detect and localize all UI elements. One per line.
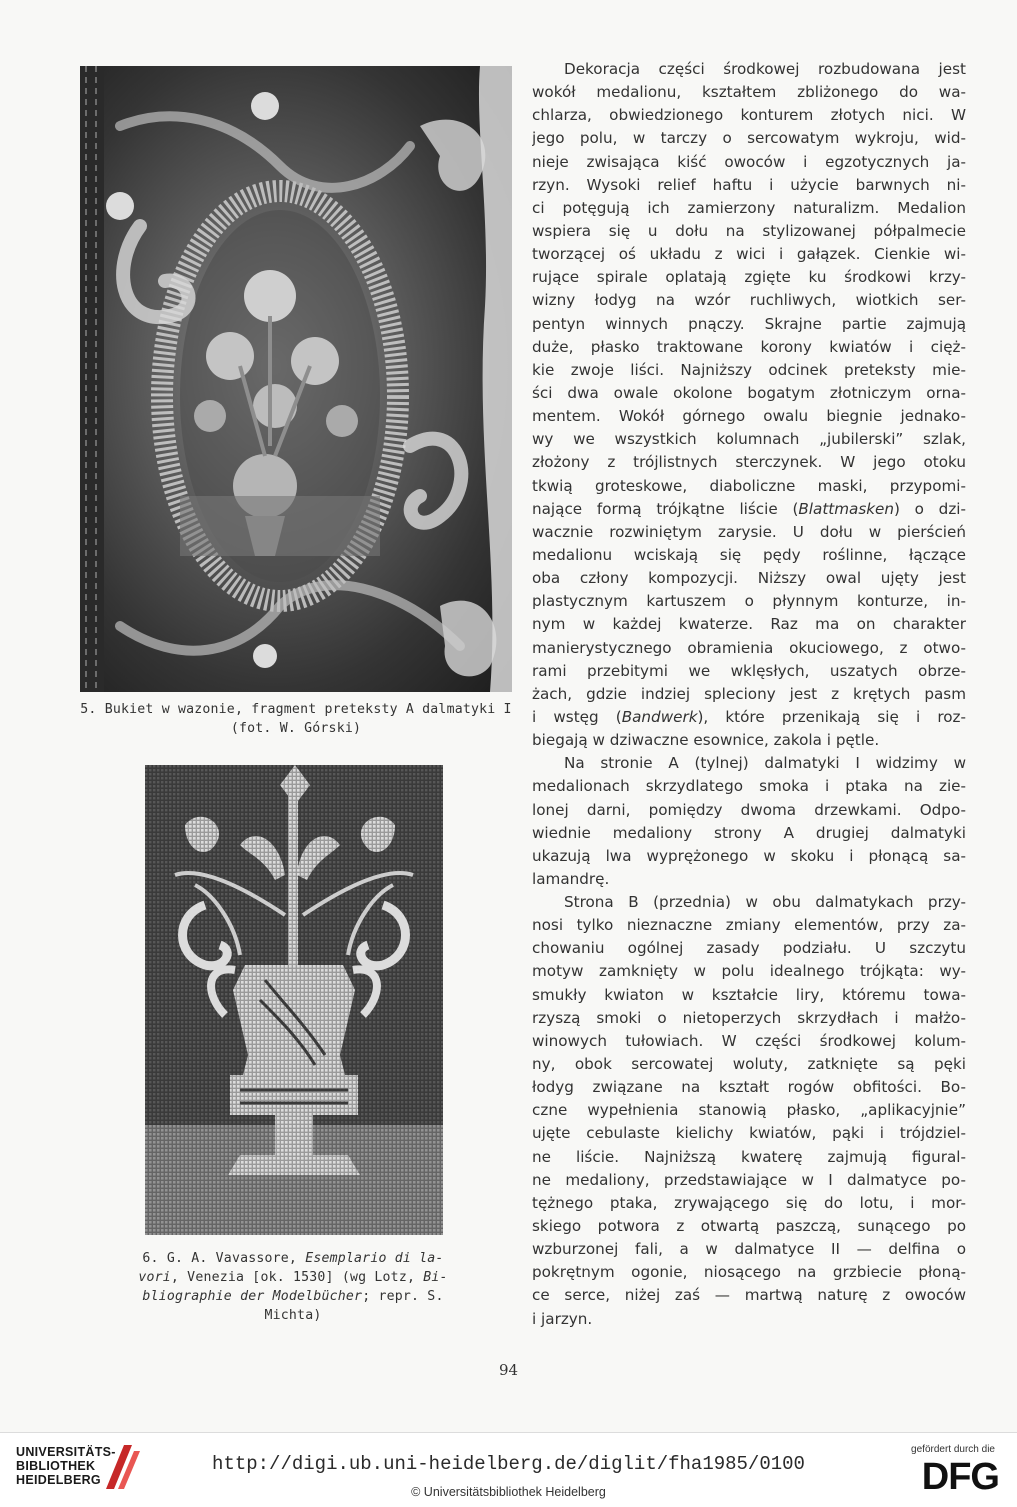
body-text-line: pokrętnym ogonie, niosącego na grzbiecie płoną- <box>532 1263 966 1282</box>
body-text-line: ujęte cebulaste kielichy kwiatów, pąki i trójdziel- <box>532 1124 966 1143</box>
body-text-line: nające formą trójkątne liście (Blattmasken) o dzi- <box>532 499 966 518</box>
figure-6-caption-line4: Michta) <box>264 1308 322 1323</box>
body-text-line: tężnego ptaka, zrywającego się do lotu, i mor- <box>532 1193 966 1212</box>
body-text-line: wspiera się u dołu na stylizowanej półpalmecie <box>532 221 966 240</box>
copyright-notice: © Universitätsbibliothek Heidelberg <box>411 1485 606 1499</box>
body-text-line: manierystycznego obramienia okuciowego, z otwo- <box>532 638 966 657</box>
body-text-line: kie zwoje liści. Najniższy odcinek preteksty mie- <box>532 360 966 379</box>
funder-note: gefördert durch die <box>911 1444 995 1455</box>
body-text-line: duże, płasko traktowane korony kwiatów i cięż- <box>532 337 966 356</box>
body-text-line: smukły kwiaton w kształcie liry, któremu towa- <box>532 985 966 1004</box>
body-text-line: nosi tylko nieznaczne zmiany elementów, przy za- <box>532 916 966 935</box>
body-text-line: medalionach skrzydlatego smoka i ptaka na zie- <box>532 777 966 796</box>
body-text-line: nieje zwisająca kiść owoców i egzotycznych ja- <box>532 152 966 171</box>
figure-5-caption <box>66 700 526 738</box>
library-name-line3: HEIDELBERG <box>16 1473 101 1487</box>
page-number: 94 <box>498 1361 519 1379</box>
body-text-line: tworzącej oś układu z wici i gałązek. Cienkie wi- <box>532 245 966 264</box>
body-text-line: i wstęg (Bandwerk), które przenikają się i roz- <box>532 707 966 726</box>
body-text-line: ci potęgują ich zamierzony naturalizm. Medalion <box>532 198 966 217</box>
library-name-line1: UNIVERSITÄTS- <box>16 1445 116 1459</box>
body-text-line: rzyszą smoki o nietoperzych skrzydłach i małżo- <box>532 1008 966 1027</box>
body-text-line: pentyn winnych pnączy. Skrajne partie zajmują <box>532 314 966 333</box>
library-name-line2: BIBLIOTHEK <box>16 1459 96 1473</box>
figure-5-embroidery-photo <box>80 66 512 692</box>
figure-6-caption-line3: bliographie der Modelbücher; repr. S. <box>142 1289 444 1304</box>
body-text-line: ny, obok sercowatej woluty, zatknięte są pęki <box>532 1055 966 1074</box>
body-text-line: wzburzonej fali, a w dalmatyce II — delfina o <box>532 1240 966 1259</box>
dfg-logo: DFG <box>921 1456 999 1498</box>
body-text-line: lamandrę. <box>532 869 610 888</box>
body-text-line: złożony z trójlistnych sterczynek. W jego otoku <box>532 453 966 472</box>
body-text-line: tkwią groteskowe, diaboliczne maski, przypomi- <box>532 476 966 495</box>
body-text-column <box>532 58 966 1331</box>
embroidery-illustration <box>80 66 512 692</box>
figure-6-caption-line1: 6. G. A. Vavassore, Esemplario di la- <box>142 1251 444 1266</box>
body-text-line: biegają w dziwaczne esownice, zakola i pętle. <box>532 731 880 750</box>
body-text-line: chowaniu ogólnej zasady podziału. U szczytu <box>532 939 966 958</box>
body-text-line: ne medaliony, przedstawiające w I dalmatyce po- <box>532 1170 966 1189</box>
body-text-line: medalionu wciskają się pędy roślinne, łączące <box>532 545 966 564</box>
vase-pattern-illustration <box>145 765 443 1235</box>
body-text-line: ce serce, niżej zaś — martwą naturę z owoców <box>532 1286 966 1305</box>
body-text-line: skiego potwora z otwartą paszczą, sunącego po <box>532 1217 966 1236</box>
body-text-line: plastycznym kartuszem o płynnym konturze, in- <box>532 592 966 611</box>
figure-6-pattern-woodcut <box>145 765 443 1235</box>
figure-5-caption-line1: 5. Bukiet w wazonie, fragment preteksty A dalmatyki I <box>80 702 512 717</box>
body-text-line: motyw zamknięty w polu idealnego trójkąta: wy- <box>532 962 966 981</box>
body-text-line: nym w każdej kwaterze. Raz ma on charakter <box>532 615 966 634</box>
body-text-line: ukazują lwa wyprężonego w skoku i płonącą sa- <box>532 846 966 865</box>
body-text-line: ści dwa owale okolone bogatym złotniczym orna- <box>532 383 966 402</box>
body-text-line: i jarzyn. <box>532 1309 593 1328</box>
footer-bar <box>0 1432 1017 1507</box>
body-text-line: rzyn. Wysoki relief haftu i użycie barwnych ni- <box>532 175 966 194</box>
body-text-line: lonej darni, pomiędzy dwoma drzewkami. Odpo- <box>532 800 966 819</box>
body-text-line: Dekoracja części środkowej rozbudowana jest <box>564 60 966 78</box>
body-text-line: wiednie medaliony strony A drugiej dalmatyki <box>532 823 966 842</box>
body-text-line: wy we wszystkich kolumnach „jubilerski” szlak, <box>532 430 966 449</box>
body-text-line: mentem. Wokół górnego owalu biegnie jednako- <box>532 407 966 426</box>
body-text-line: Strona B (przednia) w obu dalmatykach przy- <box>564 893 966 912</box>
body-text-line: winowych tułowiach. W części środkowej kolum- <box>532 1031 966 1050</box>
body-text-line: czne wypełnienia stanowią płasko, „aplikacyjnie” <box>532 1101 966 1120</box>
figure-6-caption <box>128 1249 458 1325</box>
body-text-line: Na stronie A (tylnej) dalmatyki I widzimy w <box>564 754 966 773</box>
body-text-line: łodyg związane na kształt rogów obfitości. Bo- <box>532 1078 966 1097</box>
figure-5-caption-line2: (fot. W. Górski) <box>230 721 362 736</box>
body-text-line: rami przebitymi we wklęsłych, uszatych obrze- <box>532 661 966 680</box>
body-text-line: wacznie rozwiniętym zarysie. U dołu w pierścień <box>532 522 966 541</box>
body-text-line: oba człony kompozycji. Niższy owal ujęty jest <box>532 569 966 588</box>
body-text-line: wizny łodyg na wzór ruchliwych, wiotkich ser- <box>532 291 966 310</box>
body-text-line: jego polu, w tarczy o sercowatym wykroju, wid- <box>532 129 966 148</box>
permalink-url[interactable]: http://digi.ub.uni-heidelberg.de/diglit/fha1985/0100 <box>212 1453 805 1475</box>
body-text-line: rujące spirale oplatają zgięte ku środkowi krzy- <box>532 268 966 287</box>
figure-6-caption-line2: vori, Venezia [ok. 1530] (wg Lotz, Bi- <box>138 1270 448 1285</box>
body-text-line: żach, gdzie indziej spleciony jest z krętych pasm <box>532 684 966 703</box>
body-text-line: chlarza, obwiedzionego konturem złotych nici. W <box>532 106 966 125</box>
body-text-line: ne liście. Najniższą kwaterę zajmują figural- <box>532 1147 966 1166</box>
body-text-line: wokół medalionu, kształtem zbliżonego do wa- <box>532 83 966 102</box>
